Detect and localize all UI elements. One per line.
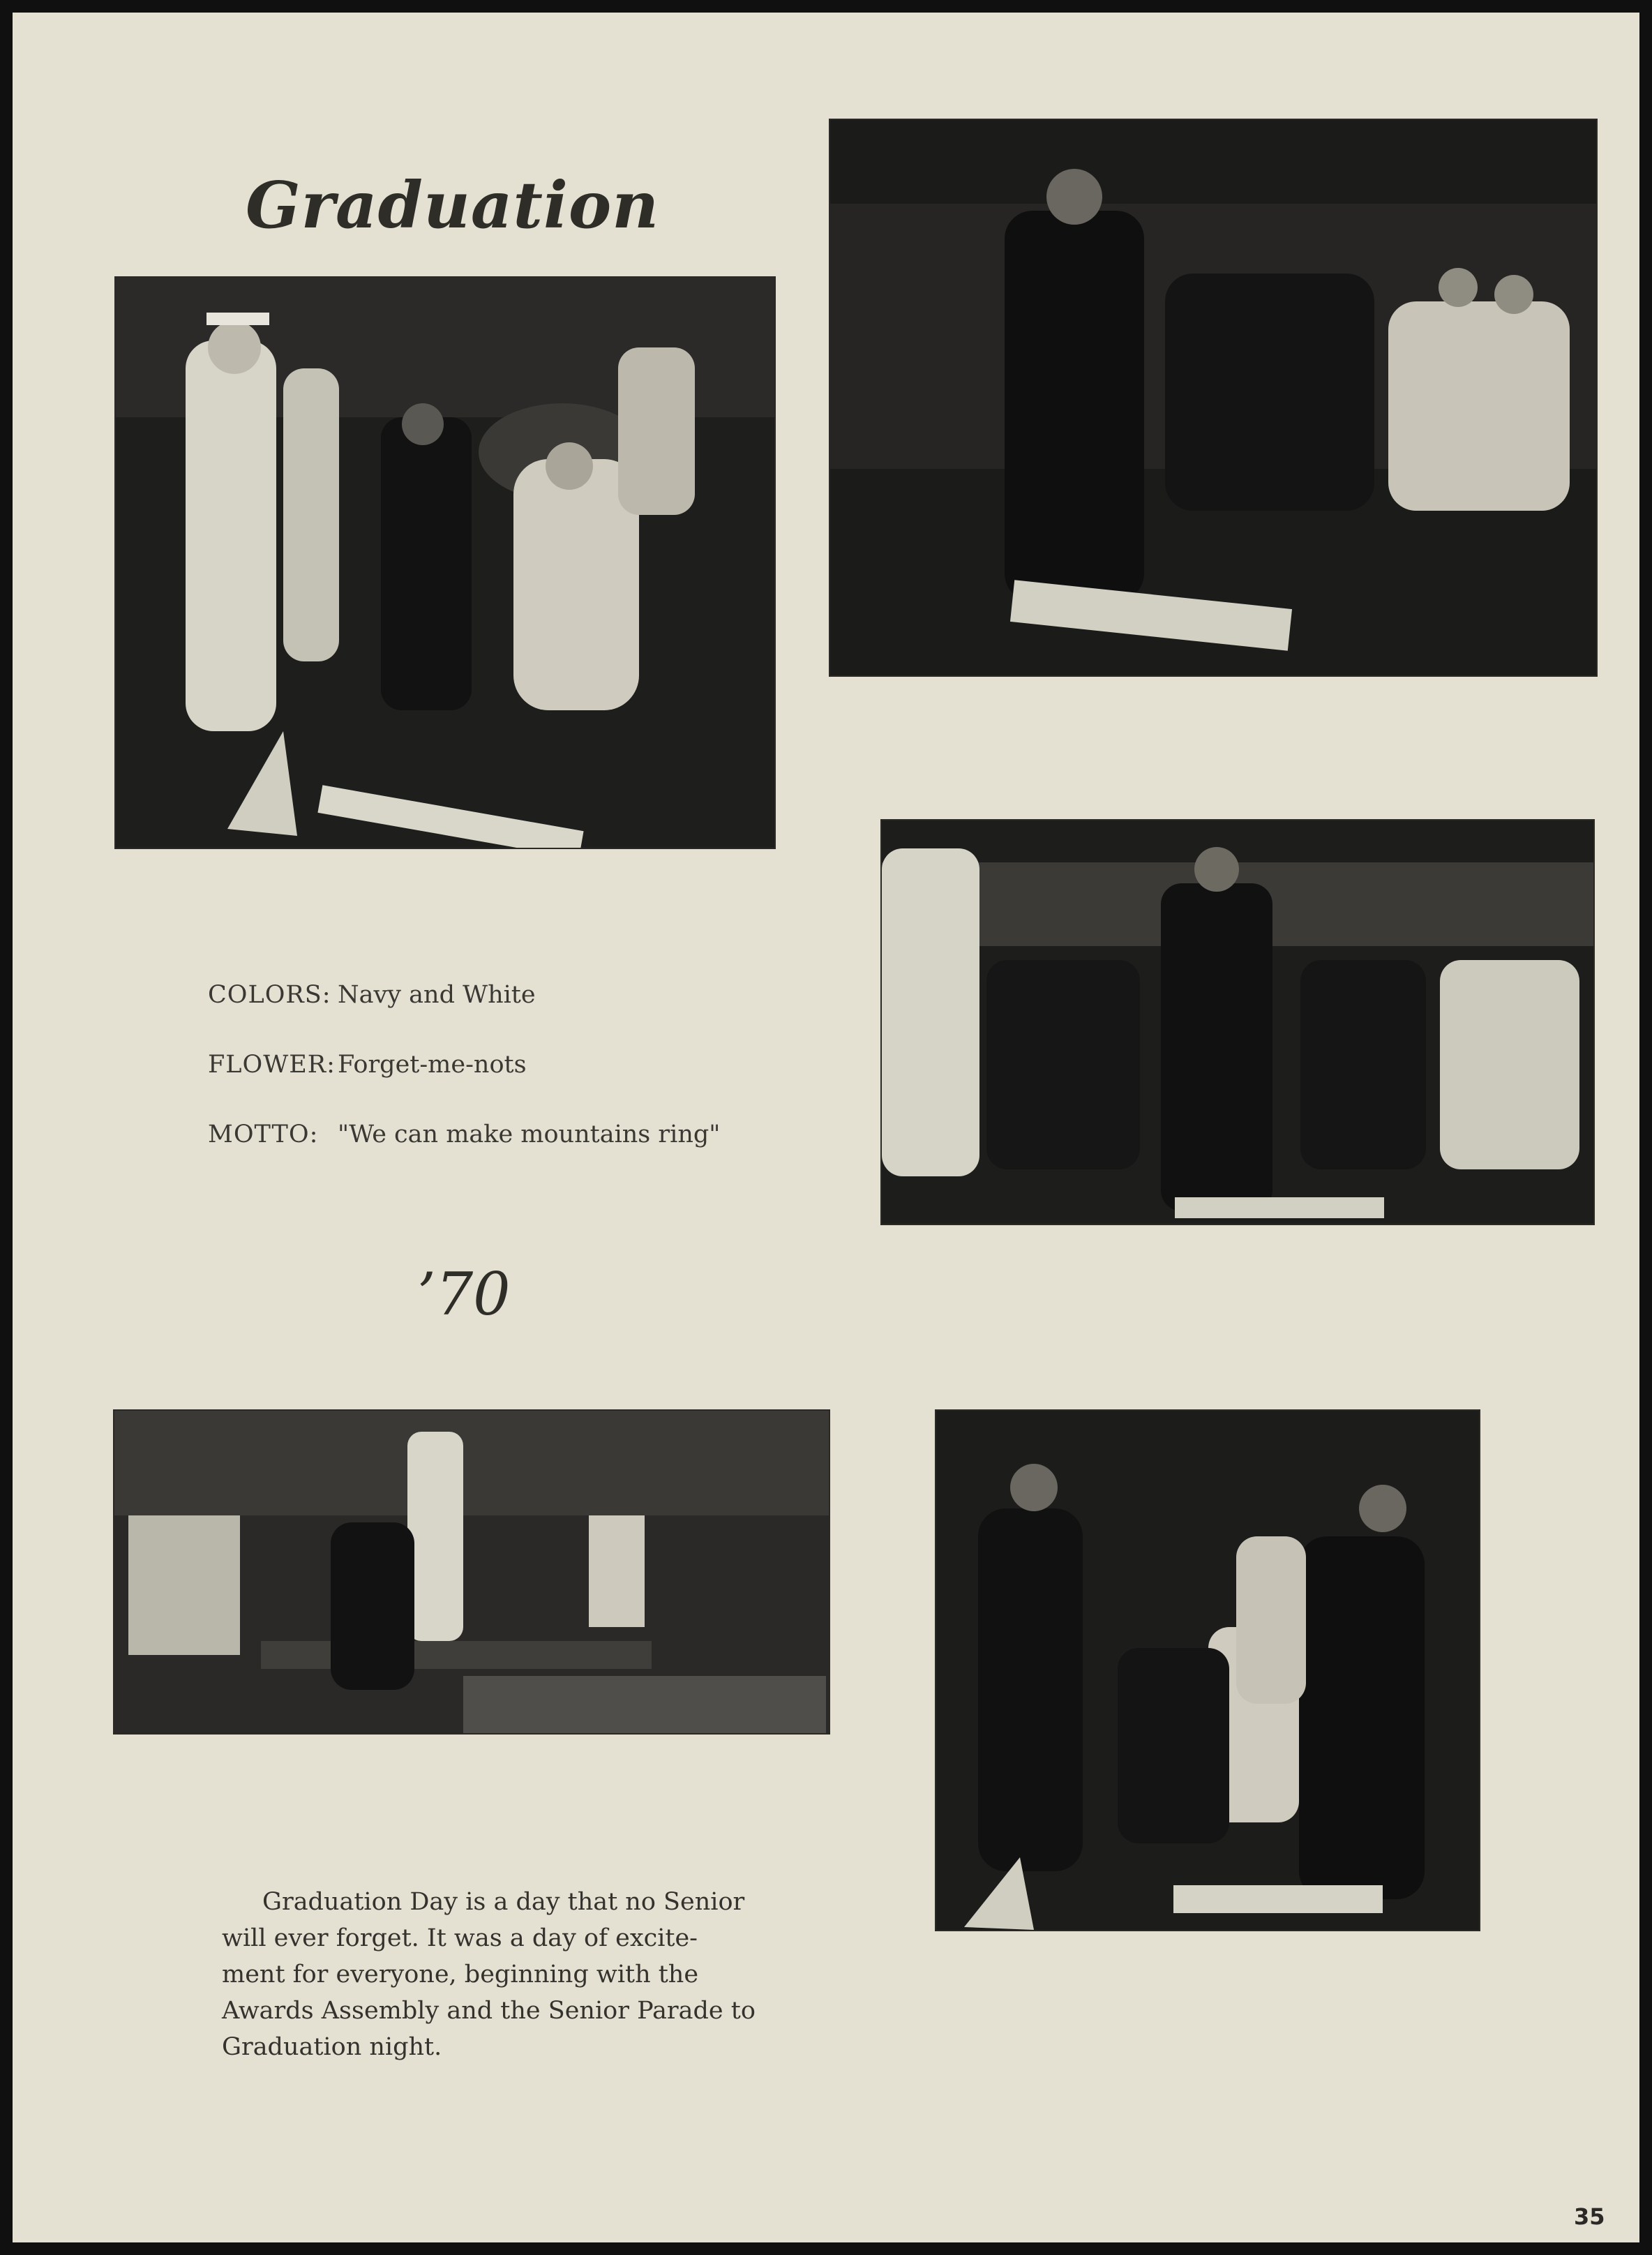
colors-label: COLORS: [208,981,331,1009]
class-info [208,960,720,1169]
colors-value: Navy and White [338,981,536,1009]
photo-stage-diploma [114,1411,829,1733]
photo-graduate-walking-aisle [830,120,1596,675]
class-motto [208,1100,720,1169]
class-year: ’70 [417,1260,511,1328]
photo-graduates-seated-white-gowns [116,278,774,848]
flower-label: FLOWER: [208,1051,336,1079]
caption-line: ment for everyone, beginning with the [222,1961,699,1988]
class-flower [208,1030,720,1100]
motto-label: MOTTO: [208,1121,319,1148]
yearbook-page [13,13,1639,2242]
page-number: 35 [1574,2203,1605,2230]
caption-line: Graduation night. [222,2033,442,2061]
caption-line: will ever forget. It was a day of excite- [222,1924,698,1952]
caption-line: Awards Assembly and the Senior Parade to [222,1997,756,2025]
flower-value: Forget-me-nots [338,1051,527,1079]
photo-graduates-standing [936,1411,1479,1930]
photo-graduates-procession [882,821,1593,1224]
motto-value: "We can make mountains ring" [338,1121,721,1148]
class-colors [208,960,720,1030]
caption-paragraph [222,1884,780,2065]
page-title: Graduation [246,167,660,243]
caption-line: Graduation Day is a day that no Senior [262,1888,745,1916]
